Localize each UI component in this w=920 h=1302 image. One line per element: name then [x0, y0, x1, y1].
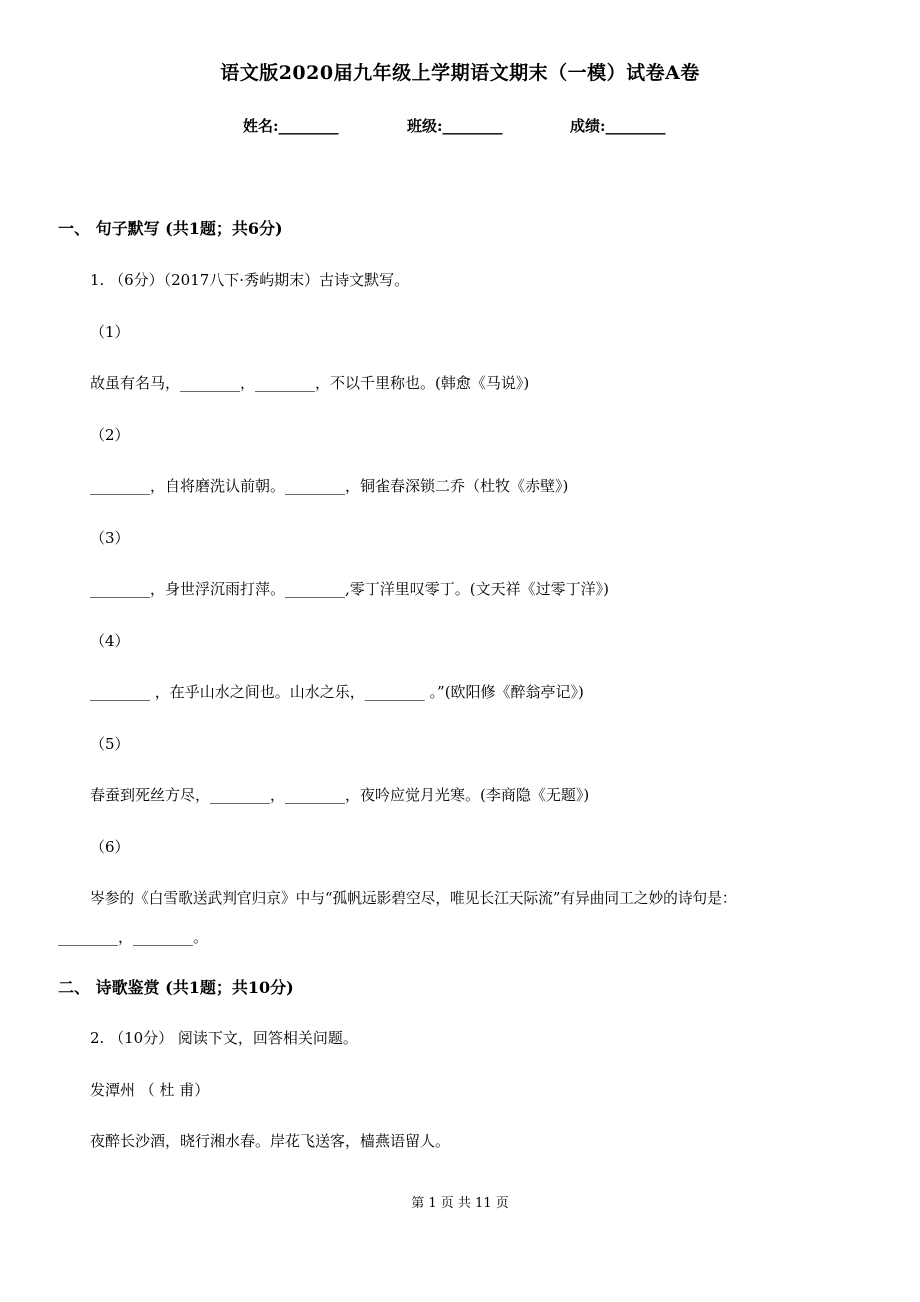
question-1-stem: 1. （6分）（2017八下·秀屿期末）古诗文默写。: [90, 271, 410, 289]
part-text-continuation: ________，________。: [58, 928, 209, 946]
part-label: （6）: [90, 838, 130, 856]
poem-line: 夜醉长沙酒，晓行湘水春。岸花飞送客，樯燕语留人。: [90, 1132, 451, 1150]
student-info-row: [0, 115, 920, 137]
question-2-stem: 2. （10分） 阅读下文，回答相关问题。: [90, 1029, 358, 1047]
part-label: （3）: [90, 529, 130, 547]
part-text: 春蚕到死丝方尽，________，________，夜吟应觉月光寒。(李商隐《无题》): [90, 786, 590, 804]
part-text: ________，身世浮沉雨打萍。________,零丁洋里叹零丁。(文天祥《过零丁洋》): [90, 580, 609, 598]
section-heading-poetry-appreciation: 二、 诗歌鉴赏 (共1题；共10分): [58, 978, 294, 997]
name-field[interactable]: 姓名:________: [243, 117, 339, 135]
part-text: 岑参的《白雪歌送武判官归京》中与“孤帆远影碧空尽，唯见长江天际流”有异曲同工之妙的诗句是：: [90, 890, 737, 907]
score-field[interactable]: 成绩:________: [570, 117, 666, 135]
section-heading-sentence-dictation: 一、 句子默写 (共1题；共6分): [58, 219, 283, 238]
page-title: 语文版2020届九年级上学期语文期末（一模）试卷A卷: [220, 62, 700, 84]
part-label: （4）: [90, 632, 130, 650]
part-label: （2）: [90, 426, 130, 444]
part-label: （5）: [90, 735, 130, 753]
page-number: 第 1 页 共 11 页: [411, 1196, 509, 1211]
part-text: ________ ，在乎山水之间也。山水之乐，________ 。”(欧阳修《醉翁亭记》): [90, 683, 584, 701]
part-label: （1）: [90, 323, 130, 341]
part-text: 故虽有名马，________，________，不以千里称也。(韩愈《马说》): [90, 374, 530, 392]
class-field[interactable]: 班级:________: [407, 117, 503, 135]
poem-title: 发潭州 （ 杜 甫）: [90, 1081, 210, 1099]
part-text: ________，自将磨洗认前朝。________，铜雀春深锁二乔（杜牧《赤壁》): [90, 477, 569, 495]
